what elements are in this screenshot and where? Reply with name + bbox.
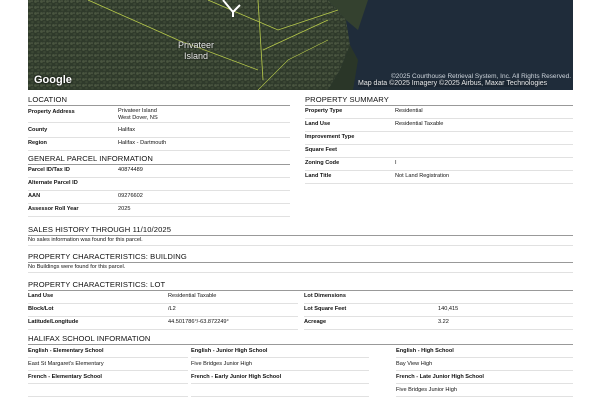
building-title: PROPERTY CHARACTERISTICS: BUILDING	[28, 252, 573, 263]
summary-row: Square Feet	[305, 144, 573, 158]
lot-row: Acreage 3.22	[304, 316, 573, 330]
lot-row: Lot Dimensions	[304, 290, 573, 304]
location-title: LOCATION	[28, 95, 290, 106]
summary-row: Land Use Residential Taxable	[305, 118, 573, 132]
google-logo: Google	[34, 74, 72, 86]
summary-row: Property Type Residential	[305, 105, 573, 119]
building-note: No Buildings were found for this parcel.	[28, 262, 573, 273]
school-header: English - Junior High School	[191, 345, 369, 358]
map-attribution: Map data ©2025 Imagery ©2025 Airbus, Maxar Technologies	[358, 80, 548, 87]
map-copyright: ©2025 Courthouse Retrieval System, Inc. All Rights Reserved.	[390, 73, 571, 80]
school-name: Five Bridges Junior High	[396, 384, 573, 397]
school-header: French - Elementary School	[28, 371, 188, 384]
island-label: Privateer Island	[178, 40, 215, 61]
summary-row: Improvement Type	[305, 131, 573, 145]
location-row: Property Address Privateer Island West Dover, NS	[28, 106, 290, 123]
school-header: French - Late Junior High School	[396, 371, 573, 384]
location-row: Region Halifax - Dartmouth	[28, 137, 290, 151]
school-header: English - Elementary School	[28, 345, 188, 358]
parcel-row: Alternate Parcel ID	[28, 177, 290, 191]
summary-row: Land Title Not Land Registration	[305, 170, 573, 184]
lot-row: Latitude/Longitude 44.501786°/-63.872249°	[28, 316, 298, 330]
school-name: Five Bridges Junior High	[191, 358, 369, 371]
school-name	[28, 384, 188, 397]
school-title: HALIFAX SCHOOL INFORMATION	[28, 334, 573, 345]
sales-note: No sales information was found for this parcel.	[28, 235, 573, 246]
summary-title: PROPERTY SUMMARY	[305, 95, 573, 106]
lot-row: Lot Square Feet 140,415	[304, 303, 573, 317]
parcel-row: AAN 09276602	[28, 190, 290, 204]
parcel-row: Parcel ID/Tax ID 40874489	[28, 164, 290, 178]
lot-row: Block/Lot /L2	[28, 303, 298, 317]
sales-title: SALES HISTORY THROUGH 11/10/2025	[28, 225, 573, 236]
parcel-title: GENERAL PARCEL INFORMATION	[28, 154, 290, 165]
school-header: French - Early Junior High School	[191, 371, 369, 384]
parcel-row: Assessor Roll Year 2025	[28, 203, 290, 217]
satellite-map[interactable]	[28, 0, 573, 90]
school-name: East St Margaret's Elementary	[28, 358, 188, 371]
lot-row: Land Use Residential Taxable	[28, 290, 298, 304]
school-name	[191, 384, 369, 397]
location-row: County Halifax	[28, 124, 290, 138]
school-header: English - High School	[396, 345, 573, 358]
school-name: Bay View High	[396, 358, 573, 371]
summary-row: Zoning Code I	[305, 157, 573, 171]
lot-title: PROPERTY CHARACTERISTICS: LOT	[28, 280, 573, 291]
